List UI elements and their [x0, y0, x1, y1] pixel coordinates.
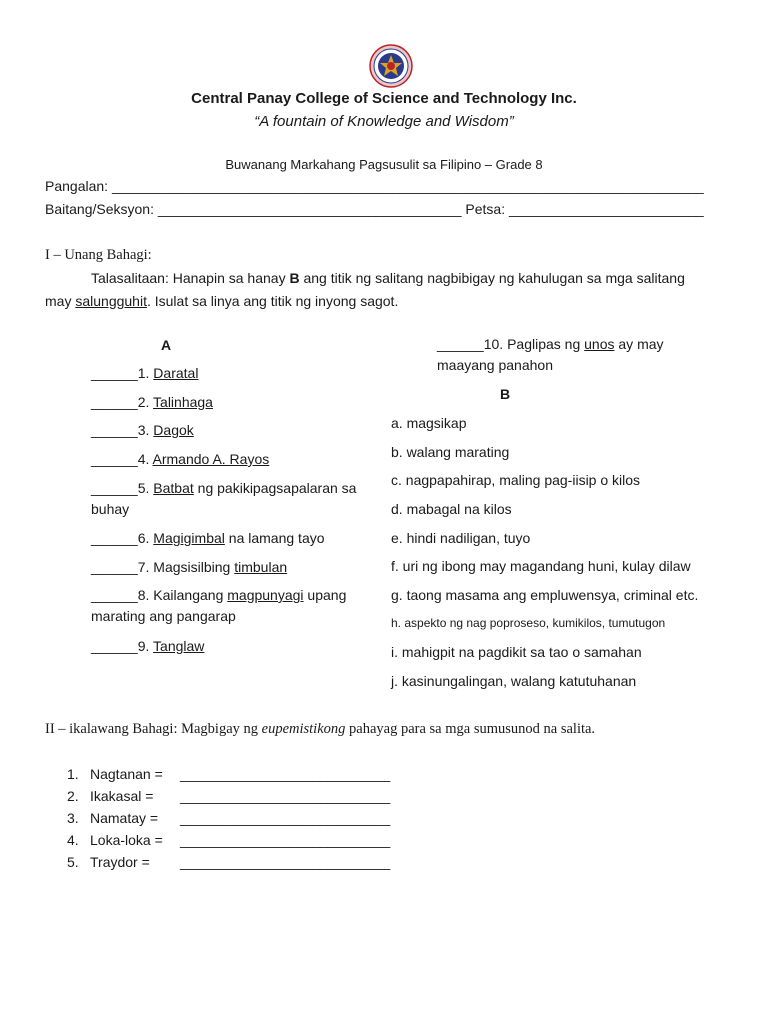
- answer-blank[interactable]: ______: [91, 394, 138, 410]
- school-motto: “A fountain of Knowledge and Wisdom”: [254, 113, 514, 130]
- item-pre: Magsisilbing: [153, 559, 235, 575]
- list-number: 4.: [67, 832, 79, 848]
- choice-i: i. mahigpit na pagdikit sa tao o samahan: [391, 644, 642, 660]
- name-field[interactable]: [45, 178, 704, 194]
- item-number: 2.: [137, 394, 154, 410]
- part2-title-end: pahayag para sa mga sumusunod na salita.: [345, 721, 596, 737]
- part1-instructions-line2: [45, 293, 398, 309]
- choice-a: a. magsikap: [391, 415, 467, 431]
- answer-line[interactable]: ___________________________: [180, 766, 391, 782]
- list-item: [67, 810, 407, 832]
- list-number: 5.: [67, 854, 79, 870]
- section-date-row: [45, 201, 704, 217]
- item-rest: ng pakikipagsapalaran sa buhay: [91, 480, 357, 517]
- part2-list: [67, 766, 407, 876]
- item-term: Talinhaga: [153, 394, 213, 410]
- item-6: [91, 528, 381, 549]
- list-label: Traydor =: [90, 854, 150, 870]
- item-pre: Paglipas ng: [507, 336, 585, 352]
- column-a-header: A: [161, 337, 172, 353]
- part2-title-italic: eupemistikong: [261, 721, 346, 737]
- school-seal-logo: [369, 44, 413, 88]
- item-number: 4.: [137, 451, 153, 467]
- instr-text: Talasalitaan: Hanapin sa hanay: [91, 270, 290, 286]
- list-item: [67, 788, 407, 810]
- list-item: [67, 832, 407, 854]
- item-number: 10.: [483, 336, 508, 352]
- item-8: [91, 585, 381, 627]
- item-number: 6.: [137, 530, 154, 546]
- answer-line[interactable]: ___________________________: [180, 788, 391, 804]
- item-number: 1.: [137, 365, 154, 381]
- choice-c: c. nagpapahirap, maling pag-iisip o kilos: [391, 472, 641, 488]
- item-10: [437, 334, 717, 376]
- instr-underlined: salungguhit: [75, 293, 147, 309]
- section-label: Baitang/Seksyon:: [45, 201, 154, 217]
- name-blank[interactable]: ____________________________________________________________________________: [111, 178, 704, 194]
- list-label: Nagtanan =: [90, 766, 163, 782]
- list-label: Loka-loka =: [90, 832, 163, 848]
- date-blank[interactable]: _________________________: [509, 201, 704, 217]
- answer-blank[interactable]: ______: [91, 638, 138, 654]
- answer-blank[interactable]: ______: [91, 587, 138, 603]
- part1-instructions-line1: [91, 270, 685, 286]
- item-number: 7.: [137, 559, 154, 575]
- instr-bold-b: B: [289, 270, 300, 286]
- answer-blank[interactable]: ______: [91, 530, 138, 546]
- answer-line[interactable]: ___________________________: [180, 832, 391, 848]
- choice-h: h. aspekto ng nag poproseso, kumikilos, tumutugon: [391, 616, 666, 630]
- item-5: [91, 478, 381, 520]
- answer-line[interactable]: ___________________________: [180, 810, 391, 826]
- choice-d: d. mabagal na kilos: [391, 501, 512, 517]
- item-term: Dagok: [153, 422, 194, 438]
- part2-title: [45, 721, 595, 738]
- item-1: [91, 363, 381, 384]
- item-term: unos: [584, 336, 615, 352]
- item-term: Tanglaw: [153, 638, 205, 654]
- item-4: [91, 449, 381, 470]
- item-term: magpunyagi: [227, 587, 304, 603]
- item-number: 5.: [137, 480, 154, 496]
- column-b-header: B: [500, 386, 511, 402]
- item-number: 3.: [137, 422, 154, 438]
- section-blank[interactable]: _______________________________________: [157, 201, 462, 217]
- item-term: Daratal: [153, 365, 199, 381]
- school-name: Central Panay College of Science and Technology Inc.: [191, 90, 577, 107]
- part2-title-text: II – ikalawang Bahagi: Magbigay ng: [45, 721, 262, 737]
- list-number: 1.: [67, 766, 79, 782]
- item-2: [91, 392, 381, 413]
- list-label: Ikakasal =: [90, 788, 154, 804]
- item-9: [91, 636, 381, 657]
- choice-e: e. hindi nadiligan, tuyo: [391, 530, 531, 546]
- instr-text-cont: ang titik ng salitang nagbibigay ng kahulugan sa mga salitang: [299, 270, 685, 286]
- list-item: [67, 854, 407, 876]
- name-label: Pangalan:: [45, 178, 109, 194]
- part1-title: I – Unang Bahagi:: [45, 247, 152, 263]
- item-3: [91, 420, 381, 441]
- item-pre: Kailangang: [153, 587, 228, 603]
- item-term: timbulan: [234, 559, 288, 575]
- choice-b: b. walang marating: [391, 444, 510, 460]
- answer-blank[interactable]: ______: [437, 336, 484, 352]
- item-number: 9.: [137, 638, 154, 654]
- date-label: Petsa:: [465, 201, 506, 217]
- answer-blank[interactable]: ______: [91, 422, 138, 438]
- item-term: Magigimbal: [153, 530, 225, 546]
- instr-text-end: . Isulat sa linya ang titik ng inyong sagot.: [146, 293, 399, 309]
- instr-text: may: [45, 293, 76, 309]
- item-7: [91, 557, 381, 578]
- list-label: Namatay =: [90, 810, 159, 826]
- item-term: Batbat: [153, 480, 194, 496]
- item-term: Armando A. Rayos: [152, 451, 270, 467]
- exam-title: Buwanang Markahang Pagsusulit sa Filipino – Grade 8: [225, 157, 543, 172]
- answer-blank[interactable]: ______: [91, 480, 138, 496]
- choice-f: f. uri ng ibong may magandang huni, kulay dilaw: [391, 558, 691, 574]
- list-number: 3.: [67, 810, 79, 826]
- item-rest: upang marating ang pangarap: [91, 587, 347, 624]
- item-rest: ay may maayang panahon: [437, 336, 664, 373]
- list-number: 2.: [67, 788, 79, 804]
- answer-blank[interactable]: ______: [91, 451, 138, 467]
- item-rest: na lamang tayo: [224, 530, 325, 546]
- answer-line[interactable]: ___________________________: [180, 854, 391, 870]
- choice-j: j. kasinungalingan, walang katutuhanan: [391, 673, 637, 689]
- item-number: 8.: [137, 587, 154, 603]
- answer-blank[interactable]: ______: [91, 559, 138, 575]
- choice-g: g. taong masama ang empluwensya, criminal etc.: [391, 587, 699, 603]
- answer-blank[interactable]: ______: [91, 365, 138, 381]
- list-item: [67, 766, 407, 788]
